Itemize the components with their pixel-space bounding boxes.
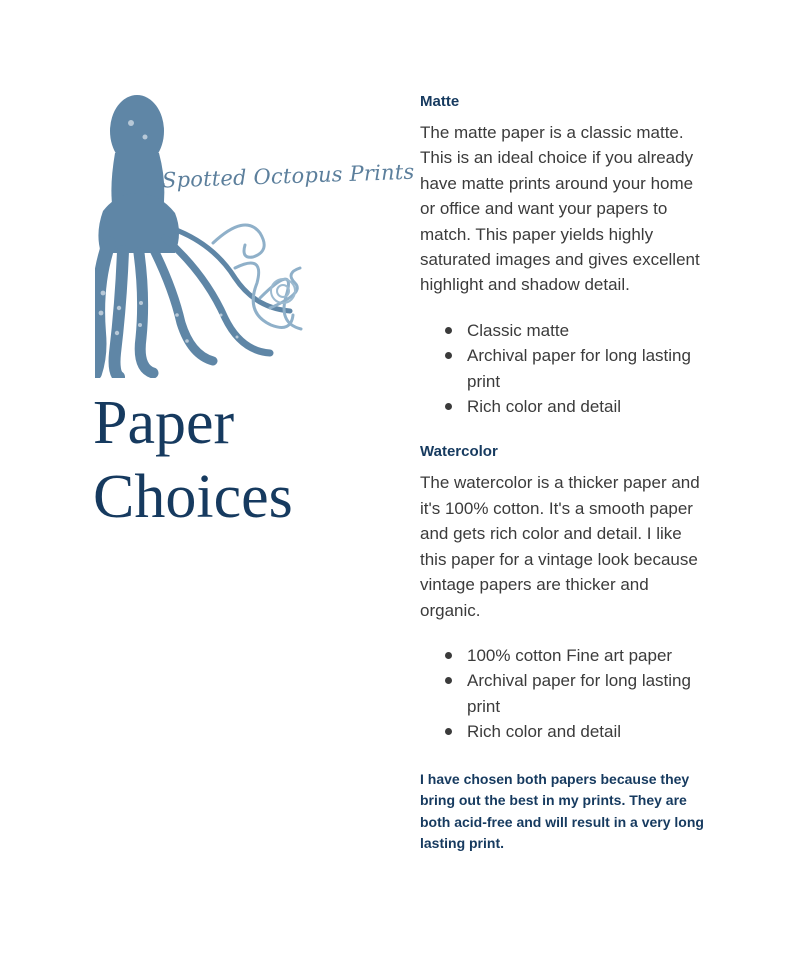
section-heading: Matte: [420, 93, 460, 110]
list-item: [420, 643, 710, 668]
bullet-icon: [445, 327, 452, 334]
feature-list: [420, 643, 710, 745]
list-item: [420, 318, 710, 343]
bullet-icon: [445, 652, 452, 659]
list-item: [420, 394, 710, 419]
octopus-icon: [95, 93, 415, 378]
bullet-icon: [445, 677, 452, 684]
section-watercolor: [420, 443, 710, 744]
list-item-text: 100% cotton Fine art paper: [467, 645, 673, 665]
list-item-text: Archival paper for long lasting print: [467, 671, 691, 716]
paper-descriptions: [420, 93, 710, 855]
page-title-line-1: Paper: [93, 389, 235, 457]
brand-name: Spotted Octopus Prints: [161, 159, 415, 193]
list-item-text: Rich color and detail: [467, 397, 622, 417]
section-heading: Watercolor: [420, 443, 498, 461]
list-item: [420, 343, 710, 394]
section-description: The watercolor is a thicker paper and it's 100% cotton. It's a smooth paper and gets rich color and detail. I like this paper for a vintage look because vintage papers are thicker and organic.: [420, 473, 700, 620]
page-title-line-2: Choices: [93, 463, 293, 531]
bullet-icon: [445, 403, 452, 410]
list-item-text: Archival paper for long lasting print: [467, 346, 691, 391]
page-title: [93, 386, 293, 534]
feature-list: [420, 318, 710, 420]
closing-note: I have chosen both papers because they bring out the best in my prints. They are both acid-free and will result in a very long lasting print.: [420, 770, 704, 852]
list-item: [420, 719, 710, 744]
brand-logo: [95, 93, 415, 378]
section-description: The matte paper is a classic matte. This is an ideal choice if you already have matte prints around your home or office and want your papers to match. This paper yields highly saturated images and gives excellent highlight and shadow detail.: [420, 123, 700, 295]
list-item: [420, 668, 710, 719]
section-matte: [420, 93, 710, 419]
list-item-text: Classic matte: [467, 320, 570, 340]
bullet-icon: [445, 728, 452, 735]
list-item-text: Rich color and detail: [467, 722, 622, 742]
bullet-icon: [445, 352, 452, 359]
